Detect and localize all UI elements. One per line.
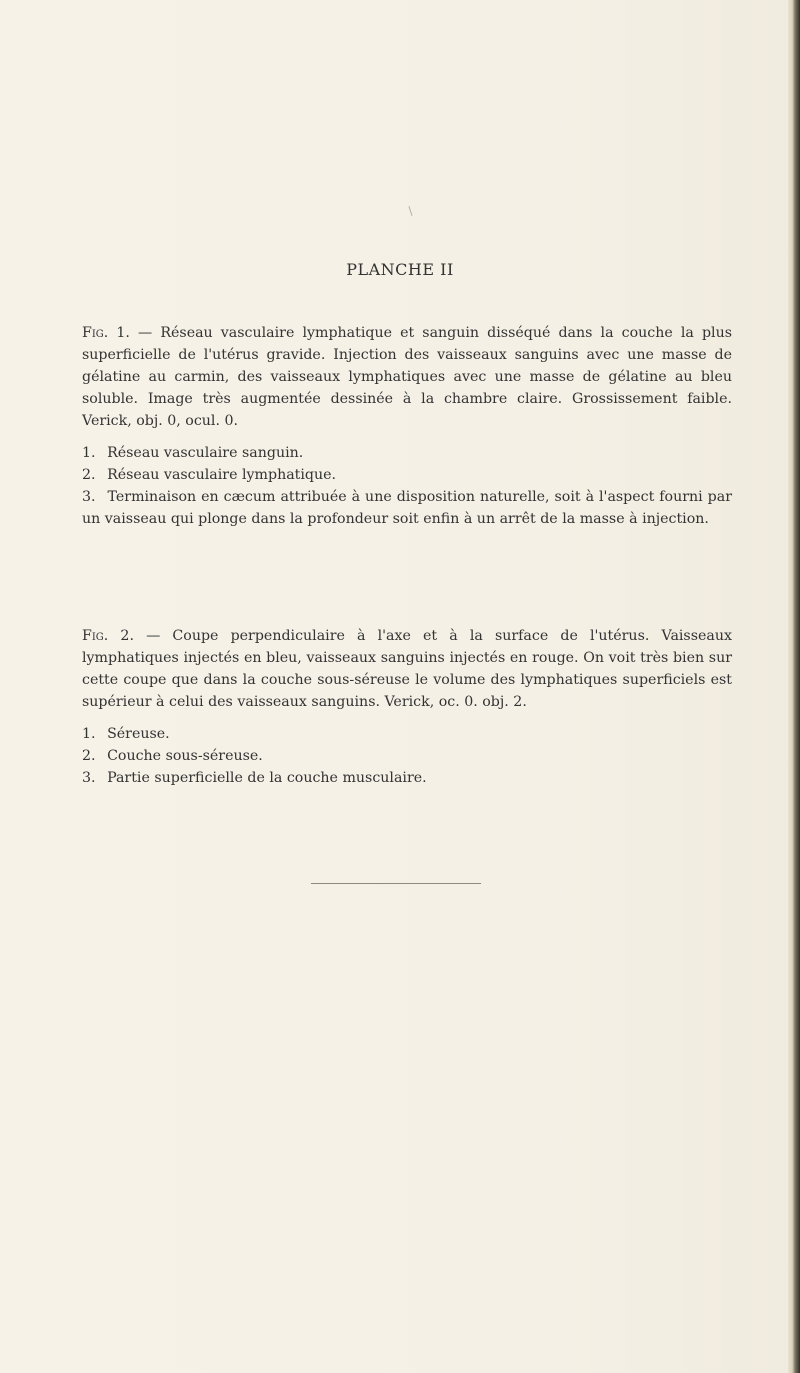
legend-text: Réseau vasculaire sanguin. <box>107 445 304 461</box>
plate-title: PLANCHE II <box>346 260 454 279</box>
legend-item <box>82 767 732 789</box>
legend-text: Séreuse. <box>107 726 170 742</box>
figure-1-description <box>82 322 732 432</box>
legend-number: 2. <box>82 467 96 483</box>
legend-item <box>82 723 732 745</box>
legend-item <box>82 486 732 530</box>
legend-number: 3. <box>82 489 96 505</box>
figure-1-legend <box>82 442 732 530</box>
end-rule <box>311 883 481 884</box>
legend-text: Couche sous-séreuse. <box>107 748 263 764</box>
legend-text: Terminaison en cæcum attribuée à une disposition naturelle, soit à l'aspect fourni par un vaisseau qui plonge dans la profondeur soit enfin à un arrêt de la masse à injection. <box>82 489 732 527</box>
legend-item <box>82 442 732 464</box>
legend-number: 1. <box>82 726 96 742</box>
figure-2-caption <box>82 625 732 789</box>
legend-number: 2. <box>82 748 96 764</box>
legend-item <box>82 464 732 486</box>
legend-text: Réseau vasculaire lymphatique. <box>107 467 337 483</box>
legend-text: Partie superficielle de la couche musculaire. <box>107 770 427 786</box>
figure-1-text: — Réseau vasculaire lymphatique et sanguin disséqué dans la couche la plus superficielle de l'utérus gravide. Injection des vaisseaux sanguins avec une masse de gélatine au carmin, des vaisseaux lymphatiques avec une masse de gélatine au bleu soluble. Image très augmentée dessinée à la chambre claire. Grossissement faible. Verick, obj. 0, ocul. 0. <box>82 325 732 429</box>
page-mark <box>408 206 412 216</box>
figure-2-legend <box>82 723 732 789</box>
figure-1-caption <box>82 322 732 530</box>
figure-2-label: Fig. 2. <box>82 628 134 644</box>
legend-item <box>82 745 732 767</box>
legend-number: 3. <box>82 770 96 786</box>
figure-2-description <box>82 625 732 713</box>
figure-1-label: Fig. 1. <box>82 325 130 341</box>
legend-number: 1. <box>82 445 96 461</box>
figure-2-text: — Coupe perpendiculaire à l'axe et à la surface de l'utérus. Vaisseaux lymphatiques injectés en bleu, vaisseaux sanguins injectés en rouge. On voit très bien sur cette coupe que dans la couche sous-séreuse le volume des lymphatiques superficiels est supérieur à celui des vaisseaux sanguins. Verick, oc. 0. obj. 2. <box>82 628 732 710</box>
page-binding-edge <box>788 0 800 1373</box>
